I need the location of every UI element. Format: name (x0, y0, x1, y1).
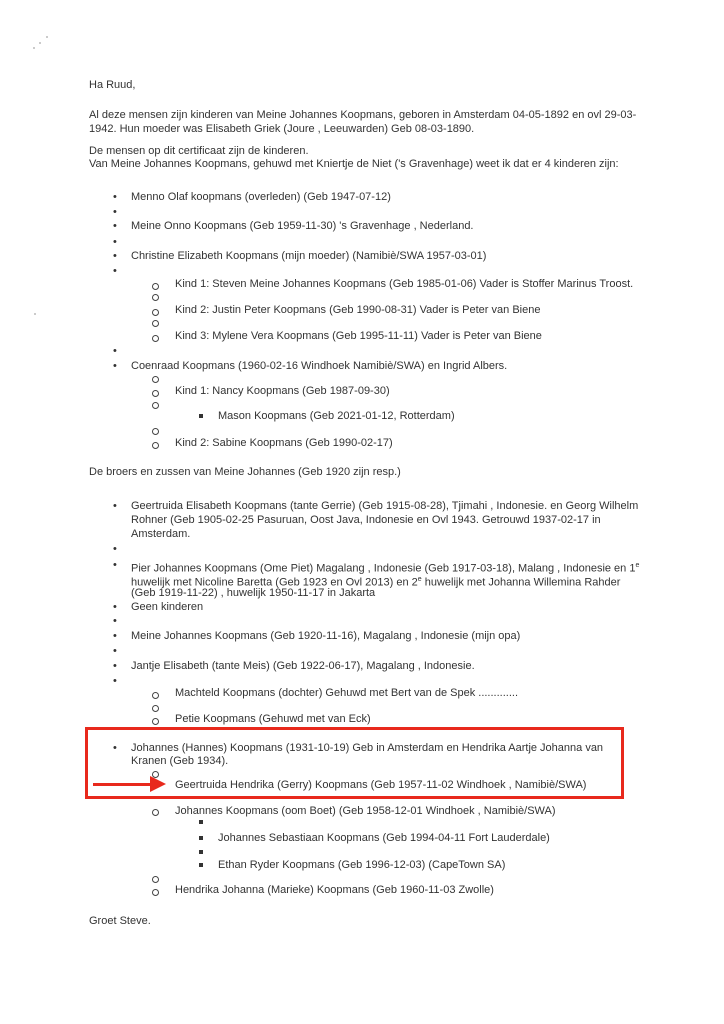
highlighted-list-item: Geertruida Hendrika (Gerry) Koopmans (Geb 1957-11-02 Windhoek , Namibiè/SWA) (175, 779, 587, 791)
scan-speck (46, 36, 48, 38)
bullet: • (113, 265, 117, 277)
bullet: • (113, 630, 117, 642)
list-item: Meine Onno Koopmans (Geb 1959-11-30) 's Gravenhage , Nederland. (131, 220, 474, 232)
siblings-heading: De broers en zussen van Meine Johannes (Geb 1920 zijn resp.) (89, 466, 401, 478)
circle-bullet (152, 309, 159, 316)
list-item: Kind 1: Steven Meine Johannes Koopmans (Geb 1985-01-06) Vader is Stoffer Marinus Troost. (175, 278, 634, 290)
list-item: Geertruida Elisabeth Koopmans (tante Gerrie) (Geb 1915-08-28), Tjimahi , Indonesie. en Georg Wilhelm (131, 500, 639, 512)
circle-bullet (152, 402, 159, 409)
bullet: • (113, 601, 117, 613)
list-item: Jantje Elisabeth (tante Meis) (Geb 1922-06-17), Magalang , Indonesie. (131, 660, 475, 672)
circle-bullet (152, 335, 159, 342)
circle-bullet (152, 718, 159, 725)
circle-bullet (152, 294, 159, 301)
circle-bullet (152, 376, 159, 383)
list-item: huwelijk met Nicoline Baretta (Geb 1923 en Ovl 2013) en 2e huwelijk met Johanna Willemina Rahder (131, 576, 621, 589)
list-item: Mason Koopmans (Geb 2021-01-12, Rotterdam) (218, 410, 455, 422)
circle-bullet (152, 428, 159, 435)
bullet: • (113, 559, 117, 571)
list-item: Kind 2: Justin Peter Koopmans (Geb 1990-08-31) Vader is Peter van Biene (175, 304, 541, 316)
intro-line: 1942. Hun moeder was Elisabeth Griek (Joure , Leeuwarden) Geb 08-03-1890. (89, 123, 475, 135)
circle-bullet (152, 283, 159, 290)
circle-bullet (152, 889, 159, 896)
bullet: • (113, 660, 117, 672)
square-bullet (199, 863, 203, 867)
greeting: Ha Ruud, (89, 79, 136, 91)
bullet: • (113, 543, 117, 555)
list-item: Menno Olaf koopmans (overleden) (Geb 1947-07-12) (131, 191, 391, 203)
list-item: Ethan Ryder Koopmans (Geb 1996-12-03) (CapeTown SA) (218, 859, 506, 871)
circle-bullet (152, 320, 159, 327)
list-item: Johannes Sebastiaan Koopmans (Geb 1994-04-11 Fort Lauderdale) (218, 832, 550, 844)
bullet: • (113, 615, 117, 627)
circle-bullet (152, 876, 159, 883)
married-line: Van Meine Johannes Koopmans, gehuwd met Kniertje de Niet ('s Gravenhage) weet ik dat er 4 kinderen zijn: (89, 158, 619, 170)
bullet: • (113, 360, 117, 372)
list-item: Coenraad Koopmans (1960-02-16 Windhoek Namibiè/SWA) en Ingrid Albers. (131, 360, 508, 372)
bullet: • (113, 236, 117, 248)
right-arrow-icon (93, 783, 153, 786)
scan-speck (39, 42, 41, 44)
list-item: Kranen (Geb 1934). (131, 755, 229, 767)
square-bullet (199, 414, 203, 418)
list-item: Johannes (Hannes) Koopmans (1931-10-19) Geb in Amsterdam en Hendrika Aartje Johanna van (131, 742, 604, 754)
list-item: Hendrika Johanna (Marieke) Koopmans (Geb 1960-11-03 Zwolle) (175, 884, 494, 896)
list-item: Kind 1: Nancy Koopmans (Geb 1987-09-30) (175, 385, 390, 397)
bullet: • (113, 645, 117, 657)
list-item: Meine Johannes Koopmans (Geb 1920-11-16), Magalang , Indonesie (mijn opa) (131, 630, 521, 642)
circle-bullet (152, 809, 159, 816)
square-bullet (199, 836, 203, 840)
list-item: Rohner (Geb 1905-02-25 Pasuruan, Oost Java, Indonesie en Ovl 1943. Getrouwd 1937-02-17 in (131, 514, 601, 526)
circle-bullet (152, 692, 159, 699)
scan-speck (33, 47, 35, 49)
bullet: • (113, 191, 117, 203)
bullet: • (113, 250, 117, 262)
certificate-line: De mensen op dit certificaat zijn de kinderen. (89, 145, 309, 157)
circle-bullet (152, 442, 159, 449)
closing: Groet Steve. (89, 915, 151, 927)
list-item: Kind 3: Mylene Vera Koopmans (Geb 1995-11-11) Vader is Peter van Biene (175, 330, 542, 342)
bullet: • (113, 742, 117, 754)
list-item: Kind 2: Sabine Koopmans (Geb 1990-02-17) (175, 437, 393, 449)
list-item: Pier Johannes Koopmans (Ome Piet) Magalang , Indonesie (Geb 1917-03-18), Malang , Indonesie en 1e (131, 562, 640, 575)
bullet: • (113, 206, 117, 218)
list-item: (Geb 1919-11-22) , huwelijk 1950-11-17 in Jakarta (131, 587, 376, 599)
intro-line: Al deze mensen zijn kinderen van Meine Johannes Koopmans, geboren in Amsterdam 04-05-1892 en ovl 29-03- (89, 109, 637, 121)
scan-speck (34, 313, 36, 315)
list-item: Petie Koopmans (Gehuwd met van Eck) (175, 713, 371, 725)
bullet: • (113, 345, 117, 357)
square-bullet (199, 820, 203, 824)
list-item: Johannes Koopmans (oom Boet) (Geb 1958-12-01 Windhoek , Namibiè/SWA) (175, 805, 556, 817)
list-item: Machteld Koopmans (dochter) Gehuwd met Bert van de Spek ............. (175, 687, 518, 699)
list-item: Geen kinderen (131, 601, 204, 613)
bullet: • (113, 675, 117, 687)
bullet: • (113, 220, 117, 232)
square-bullet (199, 850, 203, 854)
circle-bullet (152, 705, 159, 712)
arrow-head-icon (150, 776, 166, 792)
bullet: • (113, 500, 117, 512)
list-item: Amsterdam. (131, 528, 191, 540)
circle-bullet (152, 390, 159, 397)
list-item: Christine Elizabeth Koopmans (mijn moeder) (Namibiè/SWA 1957-03-01) (131, 250, 487, 262)
